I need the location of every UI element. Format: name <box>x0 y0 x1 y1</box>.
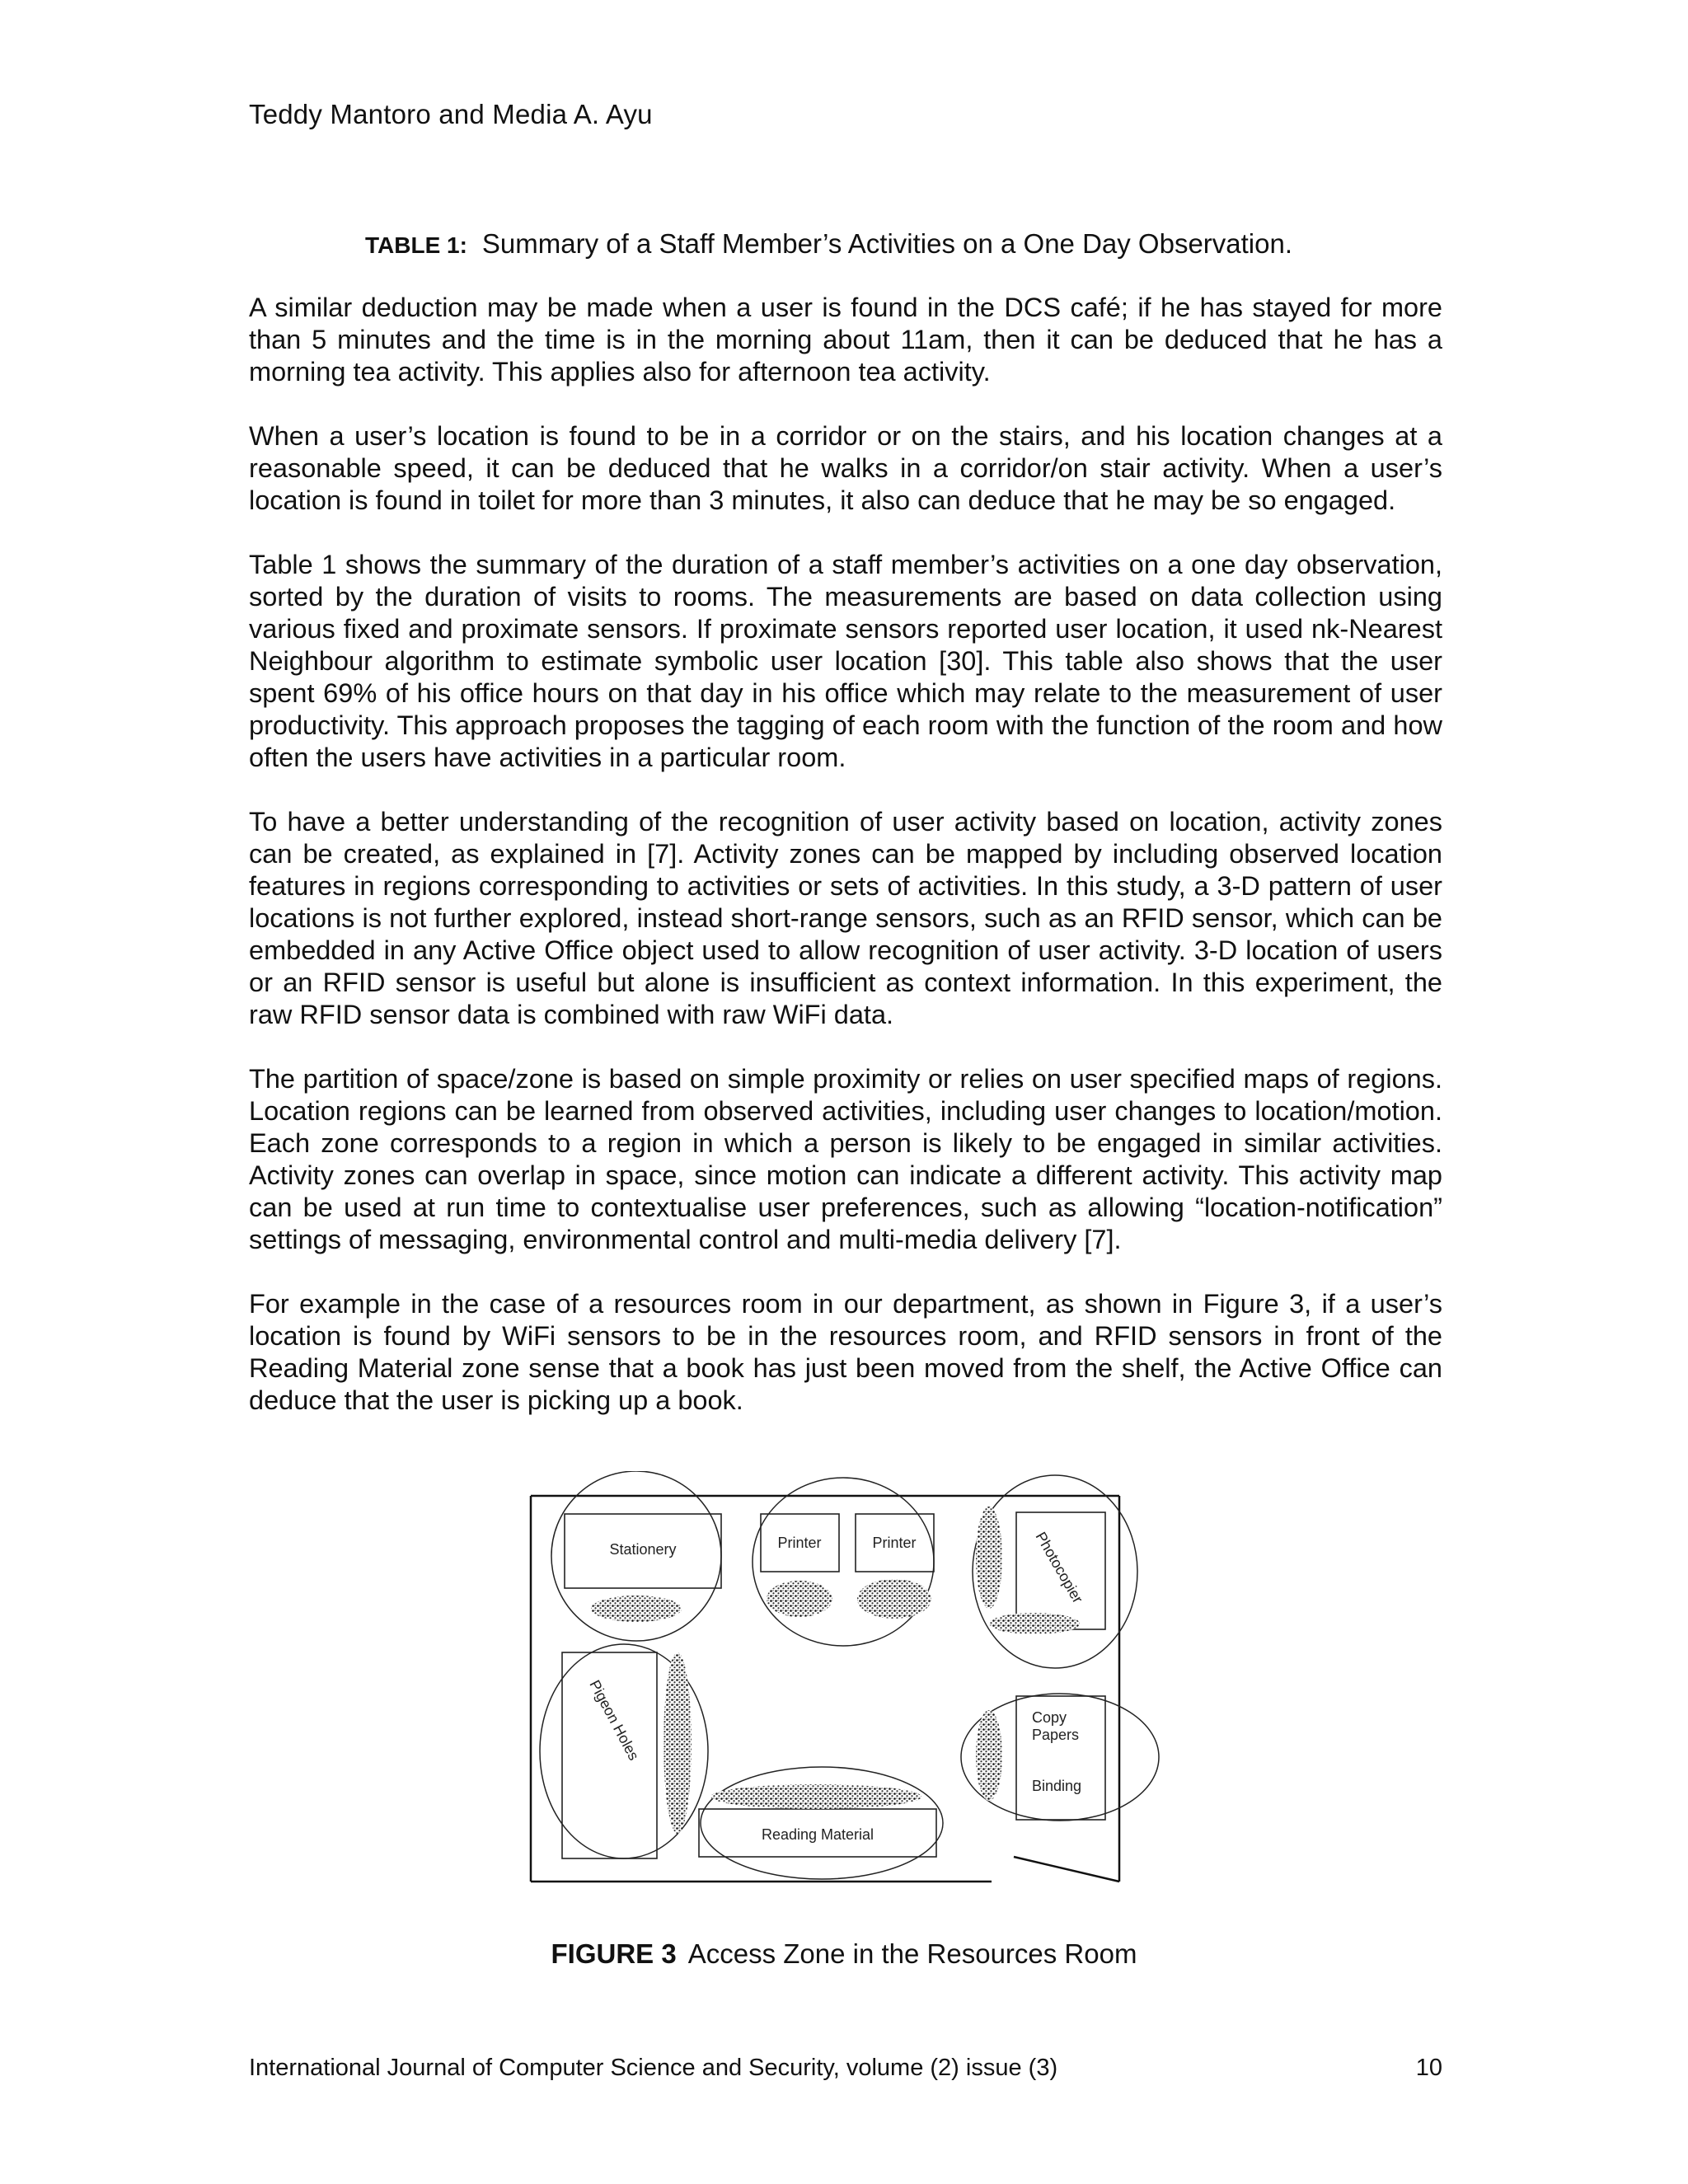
printer2-label: Printer <box>872 1535 917 1551</box>
binding-label: Binding <box>1032 1778 1082 1794</box>
paragraph: For example in the case of a resources room in our department, as shown in Figure 3, if a user’s location is found by WiFi sensors to be in the resources room, and RFID sensors in front of the Reading Material zone sense that a book has just been moved from the shelf, the Active Office can deduce that the user is picking up a book. <box>249 1289 1442 1415</box>
pigeon-holes-box <box>562 1652 657 1858</box>
page-number: 10 <box>1415 2055 1442 2081</box>
footer-journal: International Journal of Computer Science and Security, volume (2) issue (3) <box>249 2055 1058 2081</box>
table-caption <box>365 228 1292 260</box>
figure-caption-label: FIGURE 3 <box>551 1938 677 1969</box>
zone-reading-material <box>701 1767 943 1879</box>
stationery-label: Stationery <box>609 1541 677 1558</box>
copy-label: Copy <box>1032 1709 1067 1726</box>
pigeon-holes-label: Pigeon Holes <box>586 1677 643 1764</box>
figure-caption-text: Access Zone in the Resources Room <box>687 1938 1137 1969</box>
running-header-authors: Teddy Mantoro and Media A. Ayu <box>249 99 653 129</box>
cluster-stationery <box>591 1596 682 1622</box>
resources-room-diagram <box>528 1471 1170 1908</box>
table-caption-text: Summary of a Staff Member’s Activities on a One Day Observation. <box>481 228 1293 259</box>
papers-label: Papers <box>1032 1727 1080 1743</box>
body-text <box>249 292 1442 1449</box>
paragraph: When a user’s location is found to be in a corridor or on the stairs, and his location changes at a reasonable speed, it can be deduced that he walks in a corridor/on stair activity. When a user’s location is found in toilet for more than 3 minutes, it also can deduce that he may be so engaged. <box>249 421 1442 515</box>
table-caption-label: TABLE 1: <box>365 232 467 258</box>
printer1-label: Printer <box>777 1535 822 1551</box>
paragraph: Table 1 shows the summary of the duration of a staff member’s activities on a one day observation, sorted by the duration of visits to rooms. The measurements are based on data collection using various fixed and proximate sensors. If proximate sensors reported user location, it used nk-Nearest Neighbour algorithm to estimate symbolic user location [30]. This table also shows that the user spent 69% of his office hours on that day in his office which may relate to the measurement of user productivity. This approach proposes the tagging of each room with the function of the room and how often the users have activities in a particular room. <box>249 550 1442 772</box>
reading-material-label: Reading Material <box>761 1826 874 1843</box>
cluster-printer1 <box>767 1581 832 1617</box>
cluster-photocopier-horizontal <box>989 1613 1080 1634</box>
zone-printers <box>753 1478 934 1646</box>
paragraph: To have a better understanding of the recognition of user activity based on location, activity zones can be created, as explained in [7]. Activity zones can be mapped by including observed location features in regions corresponding to activities or sets of activities. In this study, a 3-D pattern of user locations is not further explored, instead short-range sensors, such as an RFID sensor, which can be embedded in any Active Office object used to allow recognition of user activity. 3-D location of users or an RFID sensor is useful but alone is insufficient as context information. In this experiment, the raw RFID sensor data is combined with raw WiFi data. <box>249 807 1442 1029</box>
cluster-photocopier-vertical <box>976 1507 1002 1609</box>
activity-zones <box>540 1471 1159 1879</box>
paragraph: A similar deduction may be made when a user is found in the DCS café; if he has stayed for more than 5 minutes and the time is in the morning about 11am, then it can be deduced that he has a morning tea activity. This applies also for afternoon tea activity. <box>249 293 1442 387</box>
cluster-pigeon-holes <box>663 1652 692 1834</box>
cluster-copy-papers <box>976 1710 1002 1801</box>
cluster-reading-material <box>710 1784 921 1809</box>
figure-caption <box>0 1938 1688 1970</box>
paragraph: The partition of space/zone is based on simple proximity or relies on user specified maps of regions. Location regions can be learned from observed activities, including user changes to location/motion. Each zone corresponds to a region in which a person is likely to be engaged in similar activities. Activity zones can overlap in space, since motion can indicate a different activity. This activity map can be used at run time to contextualise user preferences, such as allowing “location-notification” settings of messaging, environmental control and multi-media delivery [7]. <box>249 1064 1442 1254</box>
photocopier-label: Photocopier <box>1032 1529 1086 1606</box>
cluster-printer2 <box>857 1579 931 1619</box>
